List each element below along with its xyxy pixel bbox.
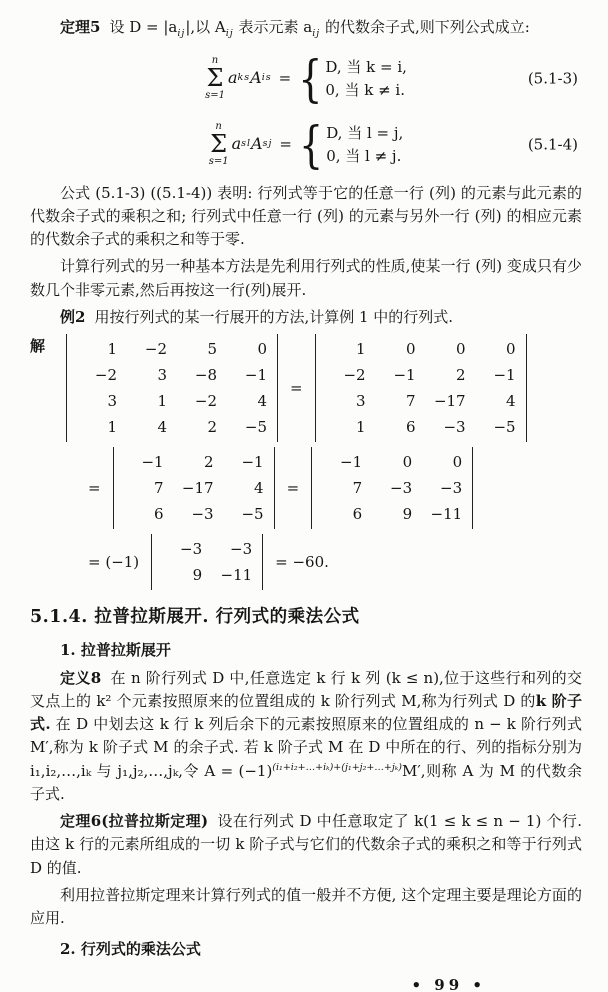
matrix-cell: 3	[356, 392, 366, 411]
case-line: 0, 当 k ≠ i.	[325, 80, 405, 99]
matrix-cell: −3	[230, 540, 253, 559]
matrix-cell: 2	[207, 418, 218, 437]
determinant-3x3-b	[311, 447, 473, 529]
subscript-ij: ij	[225, 28, 234, 39]
matrix-cell: 5	[207, 340, 218, 359]
summation-symbol	[205, 56, 225, 101]
matrix-cell: 0	[406, 340, 416, 359]
matrix-cell: 2	[204, 453, 214, 472]
matrix-cell: 7	[352, 479, 363, 498]
case-line: 0, 当 l ≠ j.	[326, 146, 402, 165]
paragraph-method: 计算行列式的另一种基本方法是先利用行列式的性质,使某一行 (列) 变成只有少数几个非零元素,然后再按这一行(列)展开.	[30, 257, 582, 299]
subscript-ij: ij	[177, 28, 186, 39]
matrix-cell: −3	[180, 540, 203, 559]
example2-text: 用按行列式的某一行展开的方法,计算例 1 中的行列式.	[94, 307, 454, 326]
solution-line-3	[88, 534, 582, 590]
example2-label: 例2	[60, 307, 86, 326]
matrix-cell: −17	[181, 479, 214, 498]
theorem5-text-1: 设 D = |a	[109, 18, 178, 36]
equation-body	[208, 116, 404, 174]
matrix-cell: −1	[244, 366, 268, 385]
matrix-cell: 0	[452, 453, 463, 472]
section-heading: 5.1.4. 拉普拉斯展开. 行列式的乘法公式	[30, 607, 360, 628]
solution-line-1	[30, 334, 582, 442]
subheading-laplace-expansion: 1. 拉普拉斯展开	[60, 641, 171, 660]
matrix-grid	[119, 449, 269, 527]
matrix-cell: 6	[352, 505, 363, 524]
paragraph-formula-explanation: 公式 (5.1-3) ((5.1-4)) 表明: 行列式等于它的任意一行 (列) 的元素与此元素的代数余子式的乘积之和; 行列式中任意一行 (列) 的元素与另外一行 (列) 的相应元素的代数余子式的乘积之和等于零.	[30, 183, 582, 249]
variable-A: A	[250, 68, 262, 88]
equation-body	[205, 50, 407, 108]
matrix-cell: −1	[340, 453, 363, 472]
matrix-cell: 3	[107, 392, 118, 411]
subscript-sl: sl	[241, 138, 252, 150]
theorem6-text: 设在行列式 D 中任意取定了 k(1 ≤ k ≤ n − 1) 个行. 由这 k 行的元素所组成的一切 k 阶子式与它们的代数余子式的乘积之和等于行列式 D 的值.	[30, 812, 582, 877]
equals-sign: =	[278, 69, 292, 88]
matrix-cell: 1	[107, 418, 118, 437]
matrix-cell: −1	[141, 453, 164, 472]
equals-sign: =	[290, 378, 303, 397]
matrix-cell: 9	[192, 566, 203, 585]
case-line: D, 当 k = i,	[325, 58, 407, 77]
subscript-sj: sj	[262, 138, 273, 150]
cases-block	[325, 57, 407, 100]
matrix-cell: 9	[402, 505, 413, 524]
matrix-cell: 4	[157, 418, 168, 437]
equals-sign: =	[286, 478, 300, 497]
theorem5-text-4: 的代数余子式,则下列公式成立:	[320, 18, 530, 36]
matrix-cell: 0	[456, 340, 466, 359]
matrix-cell: 6	[406, 418, 416, 437]
matrix-cell: −17	[433, 392, 466, 411]
matrix-cell: 3	[157, 366, 168, 385]
equation-tag: (5.1-3)	[527, 69, 578, 88]
matrix-cell: −2	[343, 366, 366, 385]
theorem5-text-3: 表示元素 a	[233, 18, 313, 36]
determinant-4x4-original	[66, 334, 278, 442]
subscript-ij: ij	[312, 28, 321, 39]
sum-lower-limit: s=1	[208, 156, 229, 168]
summation-symbol	[209, 122, 229, 167]
definition8-text-3: M′,则称 A 为 M 的代数余子式.	[30, 761, 582, 803]
matrix-cell: 0	[257, 340, 268, 359]
determinant-2x2	[151, 534, 263, 590]
matrix-cell: 7	[406, 392, 416, 411]
determinant-3x3-a	[113, 447, 275, 529]
determinant-4x4-reduced	[315, 334, 527, 442]
sigma-icon: Σ	[210, 130, 228, 159]
sum-upper-limit: n	[215, 121, 222, 133]
matrix-cell: −8	[194, 366, 218, 385]
theorem5-text-2: |,以 A	[185, 18, 226, 36]
sigma-icon: Σ	[206, 64, 224, 93]
matrix-cell: −5	[244, 418, 268, 437]
matrix-cell: −1	[493, 366, 516, 385]
exponent-expression: (i₁+i₂+…+iₖ)+(j₁+j₂+…+jₖ)	[272, 761, 402, 773]
matrix-cell: 7	[154, 479, 164, 498]
matrix-cell: 0	[402, 453, 413, 472]
matrix-cell: −3	[443, 418, 466, 437]
page-number: • 99 •	[411, 975, 486, 992]
theorem6-paragraph	[30, 810, 582, 880]
paragraph-remark: 利用拉普拉斯定理来计算行列式的值一般并不方便, 这个定理主要是理论方面的应用.	[30, 885, 582, 928]
solution-label: 解	[30, 337, 46, 356]
matrix-grid	[72, 336, 272, 440]
cases-brace: {	[298, 50, 323, 108]
sum-upper-limit: n	[211, 55, 219, 67]
solution-block	[30, 334, 582, 590]
theorem5-paragraph	[30, 16, 582, 42]
matrix-grid	[157, 536, 257, 588]
matrix-cell: 4	[506, 392, 516, 411]
matrix-cell: −2	[194, 392, 218, 411]
matrix-cell: 1	[356, 340, 366, 359]
matrix-cell: 4	[257, 392, 268, 411]
matrix-cell: −3	[440, 479, 463, 498]
matrix-cell: 4	[254, 479, 264, 498]
matrix-cell: −1	[241, 453, 264, 472]
definition8-label: 定义8	[60, 668, 102, 687]
matrix-cell: −2	[144, 340, 168, 359]
theorem6-label: 定理6(拉普拉斯定理)	[60, 812, 209, 831]
theorem5-label: 定理5	[60, 18, 101, 36]
subscript-is: is	[261, 72, 272, 84]
equation-5-1-4	[30, 116, 582, 174]
equation-tag: (5.1-4)	[527, 135, 578, 154]
matrix-cell: 1	[157, 392, 168, 411]
equals-sign: =	[88, 478, 101, 497]
matrix-cell: −11	[220, 566, 253, 585]
definition8-text-1: 在 n 阶行列式 D 中,任意选定 k 行 k 列 (k ≤ n),位于这些行和列的交叉点上的 k² 个元素按照原来的位置组成的 k 阶行列式 M,称为行列式 D 的	[30, 668, 582, 710]
definition8-paragraph	[30, 667, 582, 807]
definition8-text-2: 在 D 中划去这 k 行 k 列后余下的元素按照原来的位置组成的 n − k 阶行列式 M′,称为 k 阶子式 M 的余子式. 若 k 阶子式 M 在 D 中所在的行、列的指标分别为 i₁,i₂,…,iₖ 与 j₁,j₂,…,jₖ,令 A = (−1)	[30, 715, 582, 780]
solution-line-2	[88, 447, 582, 529]
factor-term: = (−1)	[88, 552, 140, 571]
matrix-cell: 1	[107, 340, 118, 359]
matrix-cell: −2	[94, 366, 118, 385]
matrix-cell: −3	[191, 505, 214, 524]
matrix-cell: 2	[456, 366, 466, 385]
variable-a: a	[231, 134, 242, 154]
subheading-multiplication-formula: 2. 行列式的乘法公式	[60, 940, 201, 959]
matrix-cell: −1	[393, 366, 416, 385]
matrix-cell: 6	[154, 505, 164, 524]
matrix-cell: 0	[506, 340, 516, 359]
matrix-cell: 1	[356, 418, 366, 437]
matrix-cell: −5	[241, 505, 264, 524]
matrix-grid	[321, 336, 521, 440]
definition8-bold-term: k 阶子式.	[30, 691, 582, 734]
equals-sign: =	[279, 135, 292, 154]
matrix-cell: −3	[390, 479, 413, 498]
cases-block	[326, 123, 403, 166]
equation-5-1-3	[30, 50, 582, 108]
cases-brace: {	[299, 116, 324, 174]
case-line: D, 当 l = j,	[326, 124, 404, 143]
matrix-grid	[317, 449, 467, 527]
variable-A: A	[251, 134, 263, 154]
example2-paragraph	[30, 306, 582, 329]
subscript-ks: ks	[237, 72, 251, 84]
sum-lower-limit: s=1	[205, 90, 225, 102]
variable-a: a	[227, 68, 238, 88]
matrix-cell: −5	[493, 418, 516, 437]
matrix-cell: −11	[430, 505, 463, 524]
result-value: = −60.	[275, 552, 329, 571]
